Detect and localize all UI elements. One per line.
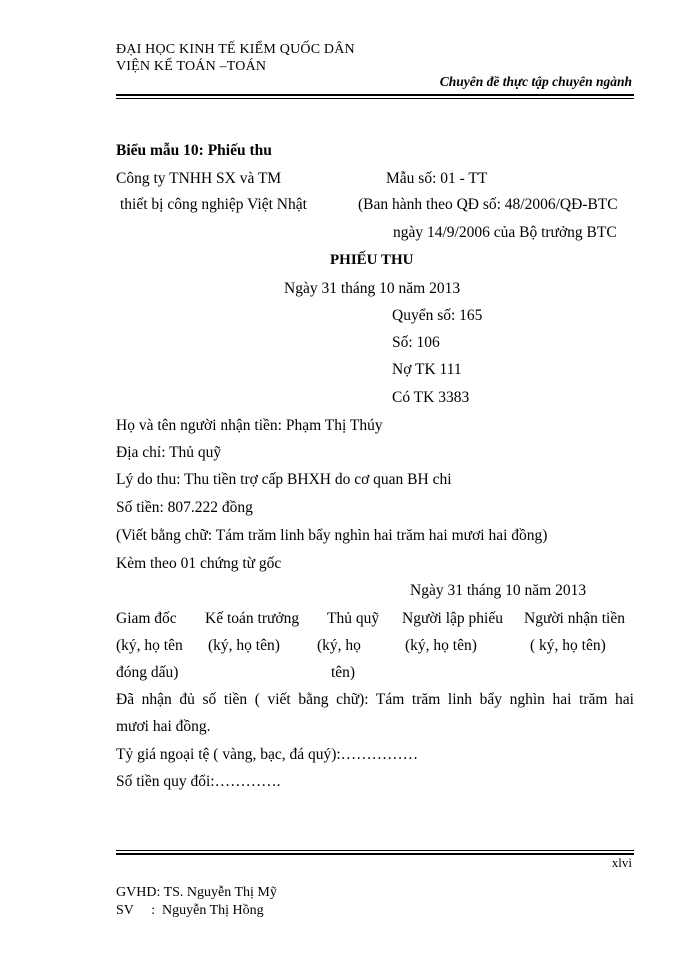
decision-line2: ngày 14/9/2006 của Bộ trưởng BTC	[393, 224, 617, 241]
footer-rule-thick	[116, 853, 634, 855]
signatory-cashier: Thủ quỹ	[327, 610, 380, 627]
converted-amount-line: Số tiền quy đổi:………….	[116, 773, 281, 790]
attachments-line: Kèm theo 01 chứng từ gốc	[116, 555, 282, 572]
supervisor-line: GVHD: TS. Nguyễn Thị Mỹ	[116, 885, 277, 900]
institute-name: VIỆN KẾ TOÁN –TOÁN	[116, 59, 267, 74]
recipient-line: Họ và tên người nhận tiền: Phạm Thị Thúy	[116, 417, 383, 434]
reason-line: Lý do thu: Thu tiền trợ cấp BHXH do cơ quan BH chi	[116, 471, 452, 488]
decision-line1: (Ban hành theo QĐ số: 48/2006/QĐ-BTC	[358, 196, 618, 213]
header-rule-thin	[116, 98, 634, 99]
amount-line: Số tiền: 807.222 đồng	[116, 499, 253, 516]
header-rule-thick	[116, 94, 634, 96]
debit-account: Nợ TK 111	[392, 361, 462, 378]
company-name-line1: Công ty TNHH SX và TM	[116, 170, 282, 187]
student-line: SV : Nguyễn Thị Hồng	[116, 903, 264, 918]
exchange-rate-line: Tỷ giá ngoại tệ ( vàng, bạc, đá quý):……………	[116, 746, 419, 763]
page-number: xlvi	[611, 855, 632, 870]
book-number: Quyển số: 165	[392, 307, 483, 324]
sign-note-director-stamp: đóng dấu)	[116, 664, 179, 681]
sign-note-chief-accountant: (ký, họ tên)	[208, 637, 280, 654]
signatory-preparer: Người lập phiếu	[402, 610, 503, 627]
sign-note-cashier-name: tên)	[331, 664, 356, 681]
receipt-title: PHIẾU THU	[330, 252, 414, 268]
credit-account: Có TK 3383	[392, 389, 470, 406]
report-title: Chuyên đề thực tập chuyên ngành	[439, 74, 632, 89]
footer-rule-thin	[116, 850, 634, 851]
address-line: Địa chỉ: Thủ quỹ	[116, 444, 222, 461]
signing-date: Ngày 31 tháng 10 năm 2013	[410, 582, 587, 599]
signatory-receiver: Người nhận tiền	[524, 610, 625, 627]
signatory-director: Giam đốc	[116, 610, 177, 627]
form-caption: Biểu mẫu 10: Phiếu thu	[116, 142, 272, 159]
sign-note-preparer: (ký, họ tên)	[405, 637, 477, 654]
received-amount-line1: Đã nhận đủ số tiền ( viết bằng chữ): Tám trăm linh bẩy nghìn hai trăm hai	[116, 691, 634, 708]
received-amount-line2: mươi hai đồng.	[116, 718, 211, 735]
sign-note-receiver: ( ký, họ tên)	[530, 637, 606, 654]
document-number: Số: 106	[392, 334, 440, 351]
receipt-date: Ngày 31 tháng 10 năm 2013	[284, 280, 461, 297]
sign-note-cashier: (ký, họ	[317, 637, 361, 654]
university-name: ĐẠI HỌC KINH TẾ KIỂM QUỐC DÂN	[116, 42, 355, 57]
company-name-line2: thiết bị công nghiệp Việt Nhật	[120, 196, 307, 213]
signatory-chief-accountant: Kế toán trưởng	[205, 610, 300, 627]
sign-note-director: (ký, họ tên	[116, 637, 183, 654]
form-number: Mẫu số: 01 - TT	[386, 170, 488, 187]
amount-in-words: (Viết bằng chữ: Tám trăm linh bẩy nghìn hai trăm hai mươi hai đồng)	[116, 527, 548, 544]
